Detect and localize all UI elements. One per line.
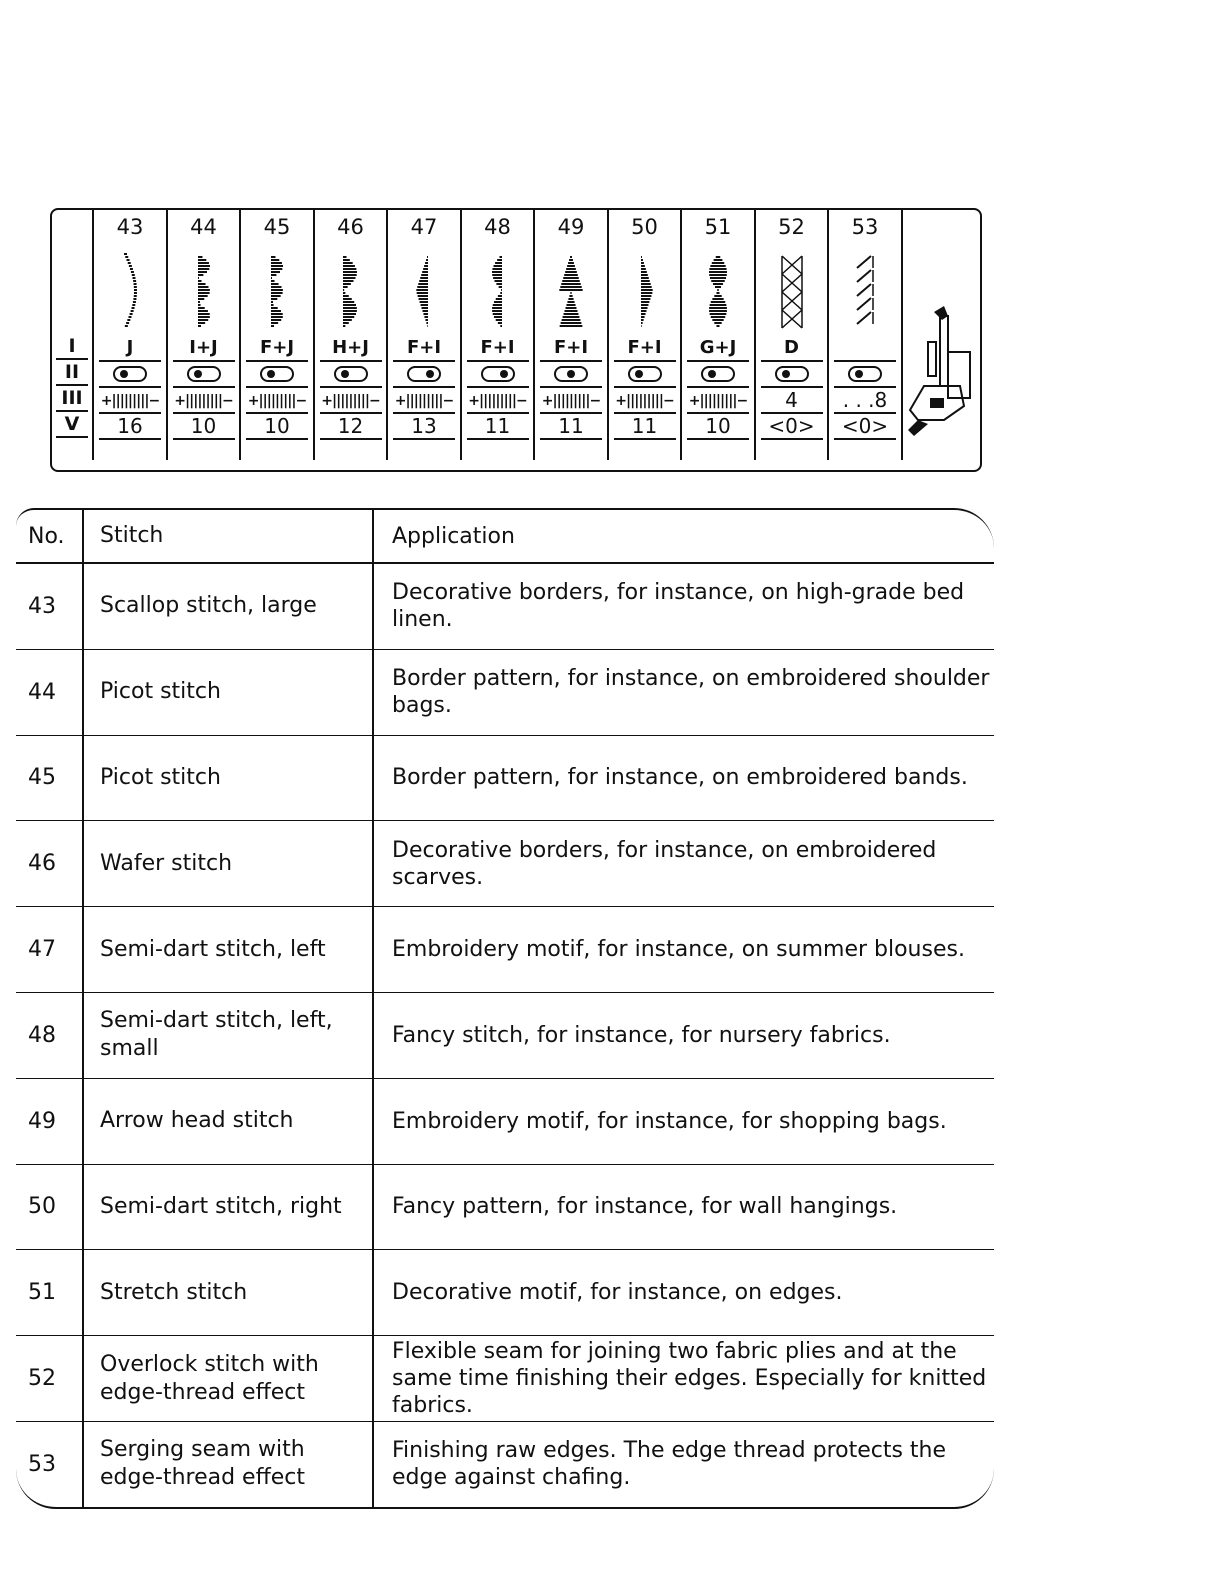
foot-code: G+J bbox=[687, 336, 749, 362]
stitch-number: 51 bbox=[704, 215, 732, 239]
stitch-application-table bbox=[16, 508, 994, 1509]
foot-code bbox=[834, 336, 896, 362]
picot-2-icon bbox=[241, 244, 313, 336]
stitch-length-cell bbox=[246, 388, 308, 414]
needle-position-icon bbox=[761, 362, 823, 388]
stitch-length-cell bbox=[393, 388, 455, 414]
stitch-name: Overlock stitch with edge-thread effect bbox=[84, 1336, 374, 1421]
stitch-length-symbol: +|||||||||− bbox=[321, 393, 380, 409]
stitch-column bbox=[313, 210, 387, 460]
stitch-length-symbol: +|||||||||− bbox=[541, 393, 601, 409]
stitch-number: 48 bbox=[484, 215, 511, 239]
stitch-width-value: 10 bbox=[246, 414, 308, 440]
stitch-number: 53 bbox=[851, 215, 879, 239]
header-no: No. bbox=[16, 510, 84, 562]
needle-position-icon bbox=[834, 362, 896, 388]
stitch-no: 47 bbox=[16, 907, 84, 992]
stitch-application: Embroidery motif, for instance, on summer blouses. bbox=[392, 937, 965, 963]
stitch-width-value: 11 bbox=[540, 414, 602, 440]
stitch-length-symbol: +|||||||||− bbox=[174, 393, 233, 409]
stitch-application: Decorative borders, for instance, on embroidered scarves. bbox=[392, 837, 937, 890]
table-row bbox=[16, 907, 994, 993]
stitch-width-value: 10 bbox=[173, 414, 235, 440]
stitch-application: Fancy pattern, for instance, for wall hangings. bbox=[392, 1194, 898, 1220]
stitch-length-cell: . . .8 bbox=[834, 388, 896, 414]
presser-foot-icon bbox=[904, 302, 976, 452]
stitch-application: Border pattern, for instance, on embroidered bands. bbox=[392, 765, 968, 791]
stitch-application: Embroidery motif, for instance, for shopping bags. bbox=[392, 1108, 947, 1134]
row-label: V bbox=[56, 412, 88, 438]
table-row bbox=[16, 1336, 994, 1422]
stitch-number: 46 bbox=[337, 215, 364, 239]
stitch-no: 44 bbox=[16, 650, 84, 735]
row-labels bbox=[56, 334, 88, 438]
foot-code: H+J bbox=[320, 336, 382, 362]
stitch-name: Wafer stitch bbox=[84, 821, 374, 906]
stitch-length-cell bbox=[687, 388, 749, 414]
stitch-name: Semi-dart stitch, left, small bbox=[84, 993, 374, 1078]
stitch-name: Semi-dart stitch, left bbox=[84, 907, 374, 992]
stitch-no: 53 bbox=[16, 1422, 84, 1507]
stitch-width-value: <0> bbox=[761, 414, 823, 440]
stitch-number: 50 bbox=[631, 215, 658, 239]
stitch-length-cell bbox=[173, 388, 235, 414]
semi-dart-right-icon bbox=[609, 244, 681, 336]
stitch-length-symbol: +|||||||||− bbox=[615, 393, 674, 409]
needle-position-icon bbox=[246, 362, 308, 388]
stitch-application: Fancy stitch, for instance, for nursery fabrics. bbox=[392, 1022, 891, 1048]
serging-icon bbox=[829, 244, 901, 336]
stitch-column bbox=[92, 210, 166, 460]
foot-code: I+J bbox=[173, 336, 235, 362]
needle-position-icon bbox=[99, 362, 161, 388]
picot-icon bbox=[168, 244, 240, 336]
stitch-name: Serging seam with edge-thread effect bbox=[84, 1422, 374, 1507]
row-label: II bbox=[56, 360, 88, 386]
needle-position-icon bbox=[687, 362, 749, 388]
stitch-name: Semi-dart stitch, right bbox=[84, 1165, 374, 1250]
stretch-icon bbox=[682, 244, 754, 336]
semi-dart-left-small-icon bbox=[462, 244, 534, 336]
stitch-width-value: 10 bbox=[687, 414, 749, 440]
arrow-head-icon bbox=[535, 244, 607, 336]
foot-code: F+I bbox=[540, 336, 602, 362]
table-row bbox=[16, 1079, 994, 1165]
stitch-length-cell bbox=[320, 388, 382, 414]
stitch-no: 52 bbox=[16, 1336, 84, 1421]
stitch-length-cell bbox=[540, 388, 602, 414]
row-label: I bbox=[56, 334, 88, 360]
stitch-length-cell bbox=[467, 388, 529, 414]
stitch-number: 45 bbox=[263, 215, 291, 239]
stitch-no: 48 bbox=[16, 993, 84, 1078]
needle-position-icon bbox=[173, 362, 235, 388]
row-label: III bbox=[56, 386, 88, 412]
needle-position-icon bbox=[393, 362, 455, 388]
table-row bbox=[16, 821, 994, 907]
stitch-column bbox=[460, 210, 534, 460]
stitch-no: 45 bbox=[16, 736, 84, 821]
stitch-number: 47 bbox=[410, 215, 438, 239]
foot-code: D bbox=[761, 336, 823, 362]
stitch-no: 51 bbox=[16, 1250, 84, 1335]
stitch-length-cell: 4 bbox=[761, 388, 823, 414]
table-row bbox=[16, 564, 994, 650]
stitch-length-symbol: +|||||||||− bbox=[394, 393, 454, 409]
header-application: Application bbox=[392, 523, 515, 549]
table-row bbox=[16, 736, 994, 822]
stitch-length-symbol: +|||||||||− bbox=[247, 393, 307, 409]
needle-position-icon bbox=[467, 362, 529, 388]
table-header bbox=[16, 508, 994, 564]
stitch-column bbox=[680, 210, 754, 460]
needle-position-icon bbox=[320, 362, 382, 388]
stitch-width-value: 13 bbox=[393, 414, 455, 440]
foot-code: J bbox=[99, 336, 161, 362]
stitch-column bbox=[239, 210, 313, 460]
table-row bbox=[16, 1422, 994, 1509]
stitch-application: Decorative borders, for instance, on high-grade bed linen. bbox=[392, 580, 965, 633]
foot-code: F+J bbox=[246, 336, 308, 362]
table-row bbox=[16, 1250, 994, 1336]
stitch-no: 49 bbox=[16, 1079, 84, 1164]
stitch-column bbox=[166, 210, 240, 460]
stitch-width-value: 12 bbox=[320, 414, 382, 440]
stitch-column bbox=[754, 210, 828, 460]
stitch-number: 52 bbox=[778, 215, 805, 239]
stitch-name: Scallop stitch, large bbox=[84, 564, 374, 649]
needle-position-icon bbox=[540, 362, 602, 388]
stitch-no: 46 bbox=[16, 821, 84, 906]
column-divider bbox=[901, 210, 903, 460]
stitch-name: Picot stitch bbox=[84, 650, 374, 735]
stitch-application: Finishing raw edges. The edge thread protects the edge against chafing. bbox=[392, 1438, 947, 1491]
table-row bbox=[16, 993, 994, 1079]
stitch-number: 44 bbox=[190, 215, 217, 239]
table-row bbox=[16, 650, 994, 736]
stitch-application: Decorative motif, for instance, on edges. bbox=[392, 1280, 843, 1306]
semi-dart-left-icon bbox=[388, 244, 460, 336]
stitch-length-symbol: +|||||||||− bbox=[468, 393, 527, 409]
stitch-name: Stretch stitch bbox=[84, 1250, 374, 1335]
stitch-column bbox=[386, 210, 460, 460]
foot-code: F+I bbox=[614, 336, 676, 362]
stitch-length-symbol: +|||||||||− bbox=[100, 393, 160, 409]
stitch-number: 43 bbox=[116, 215, 144, 239]
stitch-application: Flexible seam for joining two fabric plies and at the same time finishing their edges. Especially for knitted fabrics. bbox=[392, 1339, 987, 1419]
needle-position-icon bbox=[614, 362, 676, 388]
stitch-length-symbol: +|||||||||− bbox=[688, 393, 748, 409]
stitch-column bbox=[827, 210, 901, 460]
stitch-width-value: <0> bbox=[834, 414, 896, 440]
foot-code: F+I bbox=[467, 336, 529, 362]
table-row bbox=[16, 1165, 994, 1251]
scallop-large-icon bbox=[94, 244, 166, 336]
stitch-name: Picot stitch bbox=[84, 736, 374, 821]
stitch-column bbox=[533, 210, 607, 460]
stitch-length-cell bbox=[99, 388, 161, 414]
stitch-width-value: 11 bbox=[614, 414, 676, 440]
stitch-width-value: 11 bbox=[467, 414, 529, 440]
stitch-name: Arrow head stitch bbox=[84, 1079, 374, 1164]
stitch-length-cell bbox=[614, 388, 676, 414]
stitch-chart-panel bbox=[50, 208, 982, 472]
header-stitch: Stitch bbox=[84, 510, 374, 562]
stitch-number: 49 bbox=[557, 215, 585, 239]
wafer-icon bbox=[315, 244, 387, 336]
foot-code: F+I bbox=[393, 336, 455, 362]
overlock-icon bbox=[756, 244, 828, 336]
stitch-column bbox=[607, 210, 681, 460]
stitch-application: Border pattern, for instance, on embroidered shoulder bags. bbox=[392, 666, 990, 719]
stitch-no: 50 bbox=[16, 1165, 84, 1250]
stitch-width-value: 16 bbox=[99, 414, 161, 440]
stitch-no: 43 bbox=[16, 564, 84, 649]
